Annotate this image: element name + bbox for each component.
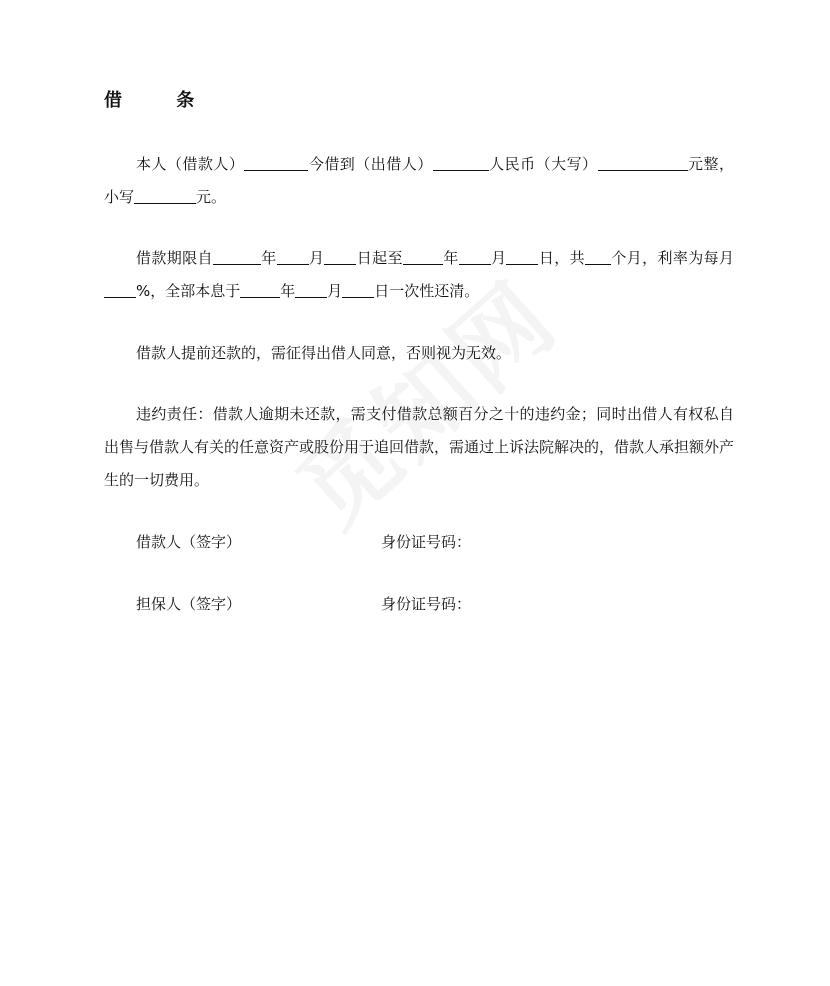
end-day-blank <box>506 247 538 265</box>
amount-lowercase-blank <box>134 186 196 204</box>
total-label: 日，共 <box>538 249 585 267</box>
guarantor-id-label: 身份证号码： <box>381 595 472 613</box>
rate-blank <box>104 280 136 298</box>
start-month-blank <box>277 247 309 265</box>
start-year-blank <box>213 247 261 265</box>
month-label: 月 <box>308 249 325 267</box>
year-label: 年 <box>260 249 277 267</box>
month-label: 月 <box>327 282 343 300</box>
repay-date-label: %，全部本息于 <box>136 282 241 300</box>
repay-day-blank <box>342 280 374 298</box>
end-year-blank <box>403 247 443 265</box>
guarantor-signature-label: 担保人（签字） <box>136 595 242 613</box>
lender-blank <box>433 153 489 171</box>
term-end-label: 日起至 <box>356 249 403 267</box>
year-label: 年 <box>280 282 296 300</box>
interest-rate-label: 个月，利率为每月 <box>610 249 734 267</box>
year-label: 年 <box>442 249 459 267</box>
liability-paragraph: 违约责任：借款人逾期未还款，需支付借款总额百分之十的违约金；同时出借人有权私自出售与借款人有关的任意资产或股份用于追回借款，需通过上诉法院解决的，借款人承担额外产生的一切费用。 <box>104 405 735 489</box>
repay-year-blank <box>240 280 280 298</box>
amount-uppercase-label: 人民币（大写） <box>488 155 598 173</box>
guarantor-signature-row <box>136 589 736 619</box>
end-month-blank <box>459 247 491 265</box>
repay-once-label: 日一次性还清。 <box>374 282 480 300</box>
borrower-id-label: 身份证号码： <box>381 533 472 551</box>
yuan-suffix: 元。 <box>196 188 227 206</box>
borrower-signature-row <box>136 527 736 557</box>
early-repayment-paragraph: 借款人提前还款的，需征得出借人同意，否则视为无效。 <box>136 344 512 362</box>
loan-amount-paragraph <box>104 148 734 214</box>
month-label: 月 <box>490 249 507 267</box>
repay-month-blank <box>295 280 327 298</box>
amount-uppercase-blank <box>598 153 688 171</box>
months-blank <box>585 247 611 265</box>
loan-term-paragraph <box>104 242 734 308</box>
borrower-label: 本人（借款人） <box>136 155 245 173</box>
term-start-label: 借款期限自 <box>136 249 213 267</box>
amount-lowercase-label: 元整，小写 <box>104 155 734 206</box>
borrower-signature-label: 借款人（签字） <box>136 533 242 551</box>
start-day-blank <box>324 247 356 265</box>
document-title: 借 条 <box>104 90 219 111</box>
lender-label: 今借到（出借人） <box>308 155 433 173</box>
borrower-blank <box>244 153 308 171</box>
